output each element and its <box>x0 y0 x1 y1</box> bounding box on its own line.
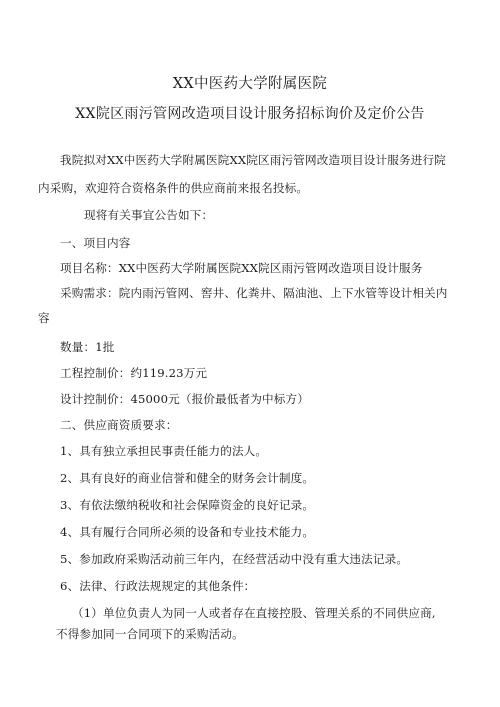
intro-paragraph-line-1: 我院拟对XX中医药大学附属医院XX院区雨污管网改造项目设计服务进行院 <box>60 153 446 167</box>
intro-paragraph-line-2: 内采购，欢迎符合资格条件的供应商前来报名投标。 <box>38 181 309 195</box>
purchase-demand-line-1: 采购需求：院内雨污管网、窖井、化粪井、隔油池、上下水管等设计相关内 <box>60 286 448 300</box>
sub-requirement-line-1: （1）单位负责人为同一人或者存在直接控股、管理关系的不同供应商, <box>72 606 436 620</box>
requirement-item: 6、法律、行政法规规定的其他条件： <box>60 579 256 593</box>
section-2-heading: 二、供应商资质要求： <box>60 418 178 432</box>
project-control-price: 工程控制价：约119.23万元 <box>60 366 208 380</box>
requirement-item: 1、具有独立承担民事责任能力的法人。 <box>60 444 268 458</box>
project-name: 项目名称：XX中医药大学附属医院XX院区雨污管网改造项目设计服务 <box>60 261 423 275</box>
notice-intro: 现将有关事宜公告如下： <box>84 208 214 222</box>
quantity: 数量：1批 <box>60 340 115 354</box>
document-title-notice: XX院区雨污管网改造项目设计服务招标询价及定价公告 <box>75 106 425 122</box>
requirement-item: 2、具有良好的商业信誉和健全的财务会计制度。 <box>60 471 315 485</box>
requirement-item: 5、参加政府采购活动前三年内，在经营活动中没有重大违法记录。 <box>60 552 409 566</box>
purchase-demand-line-2: 容 <box>38 311 50 325</box>
section-1-heading: 一、项目内容 <box>60 236 131 250</box>
document-title-hospital: XX中医药大学附属医院 <box>172 76 328 92</box>
requirement-item: 3、有依法缴纳税收和社会保障资金的良好记录。 <box>60 498 315 512</box>
sub-requirement-line-2: 不得参加同一合同项下的采购活动。 <box>56 627 244 641</box>
requirement-item: 4、具有履行合同所必须的设备和专业技术能力。 <box>60 525 315 539</box>
design-control-price: 设计控制价：45000元（报价最低者为中标方） <box>60 392 310 406</box>
